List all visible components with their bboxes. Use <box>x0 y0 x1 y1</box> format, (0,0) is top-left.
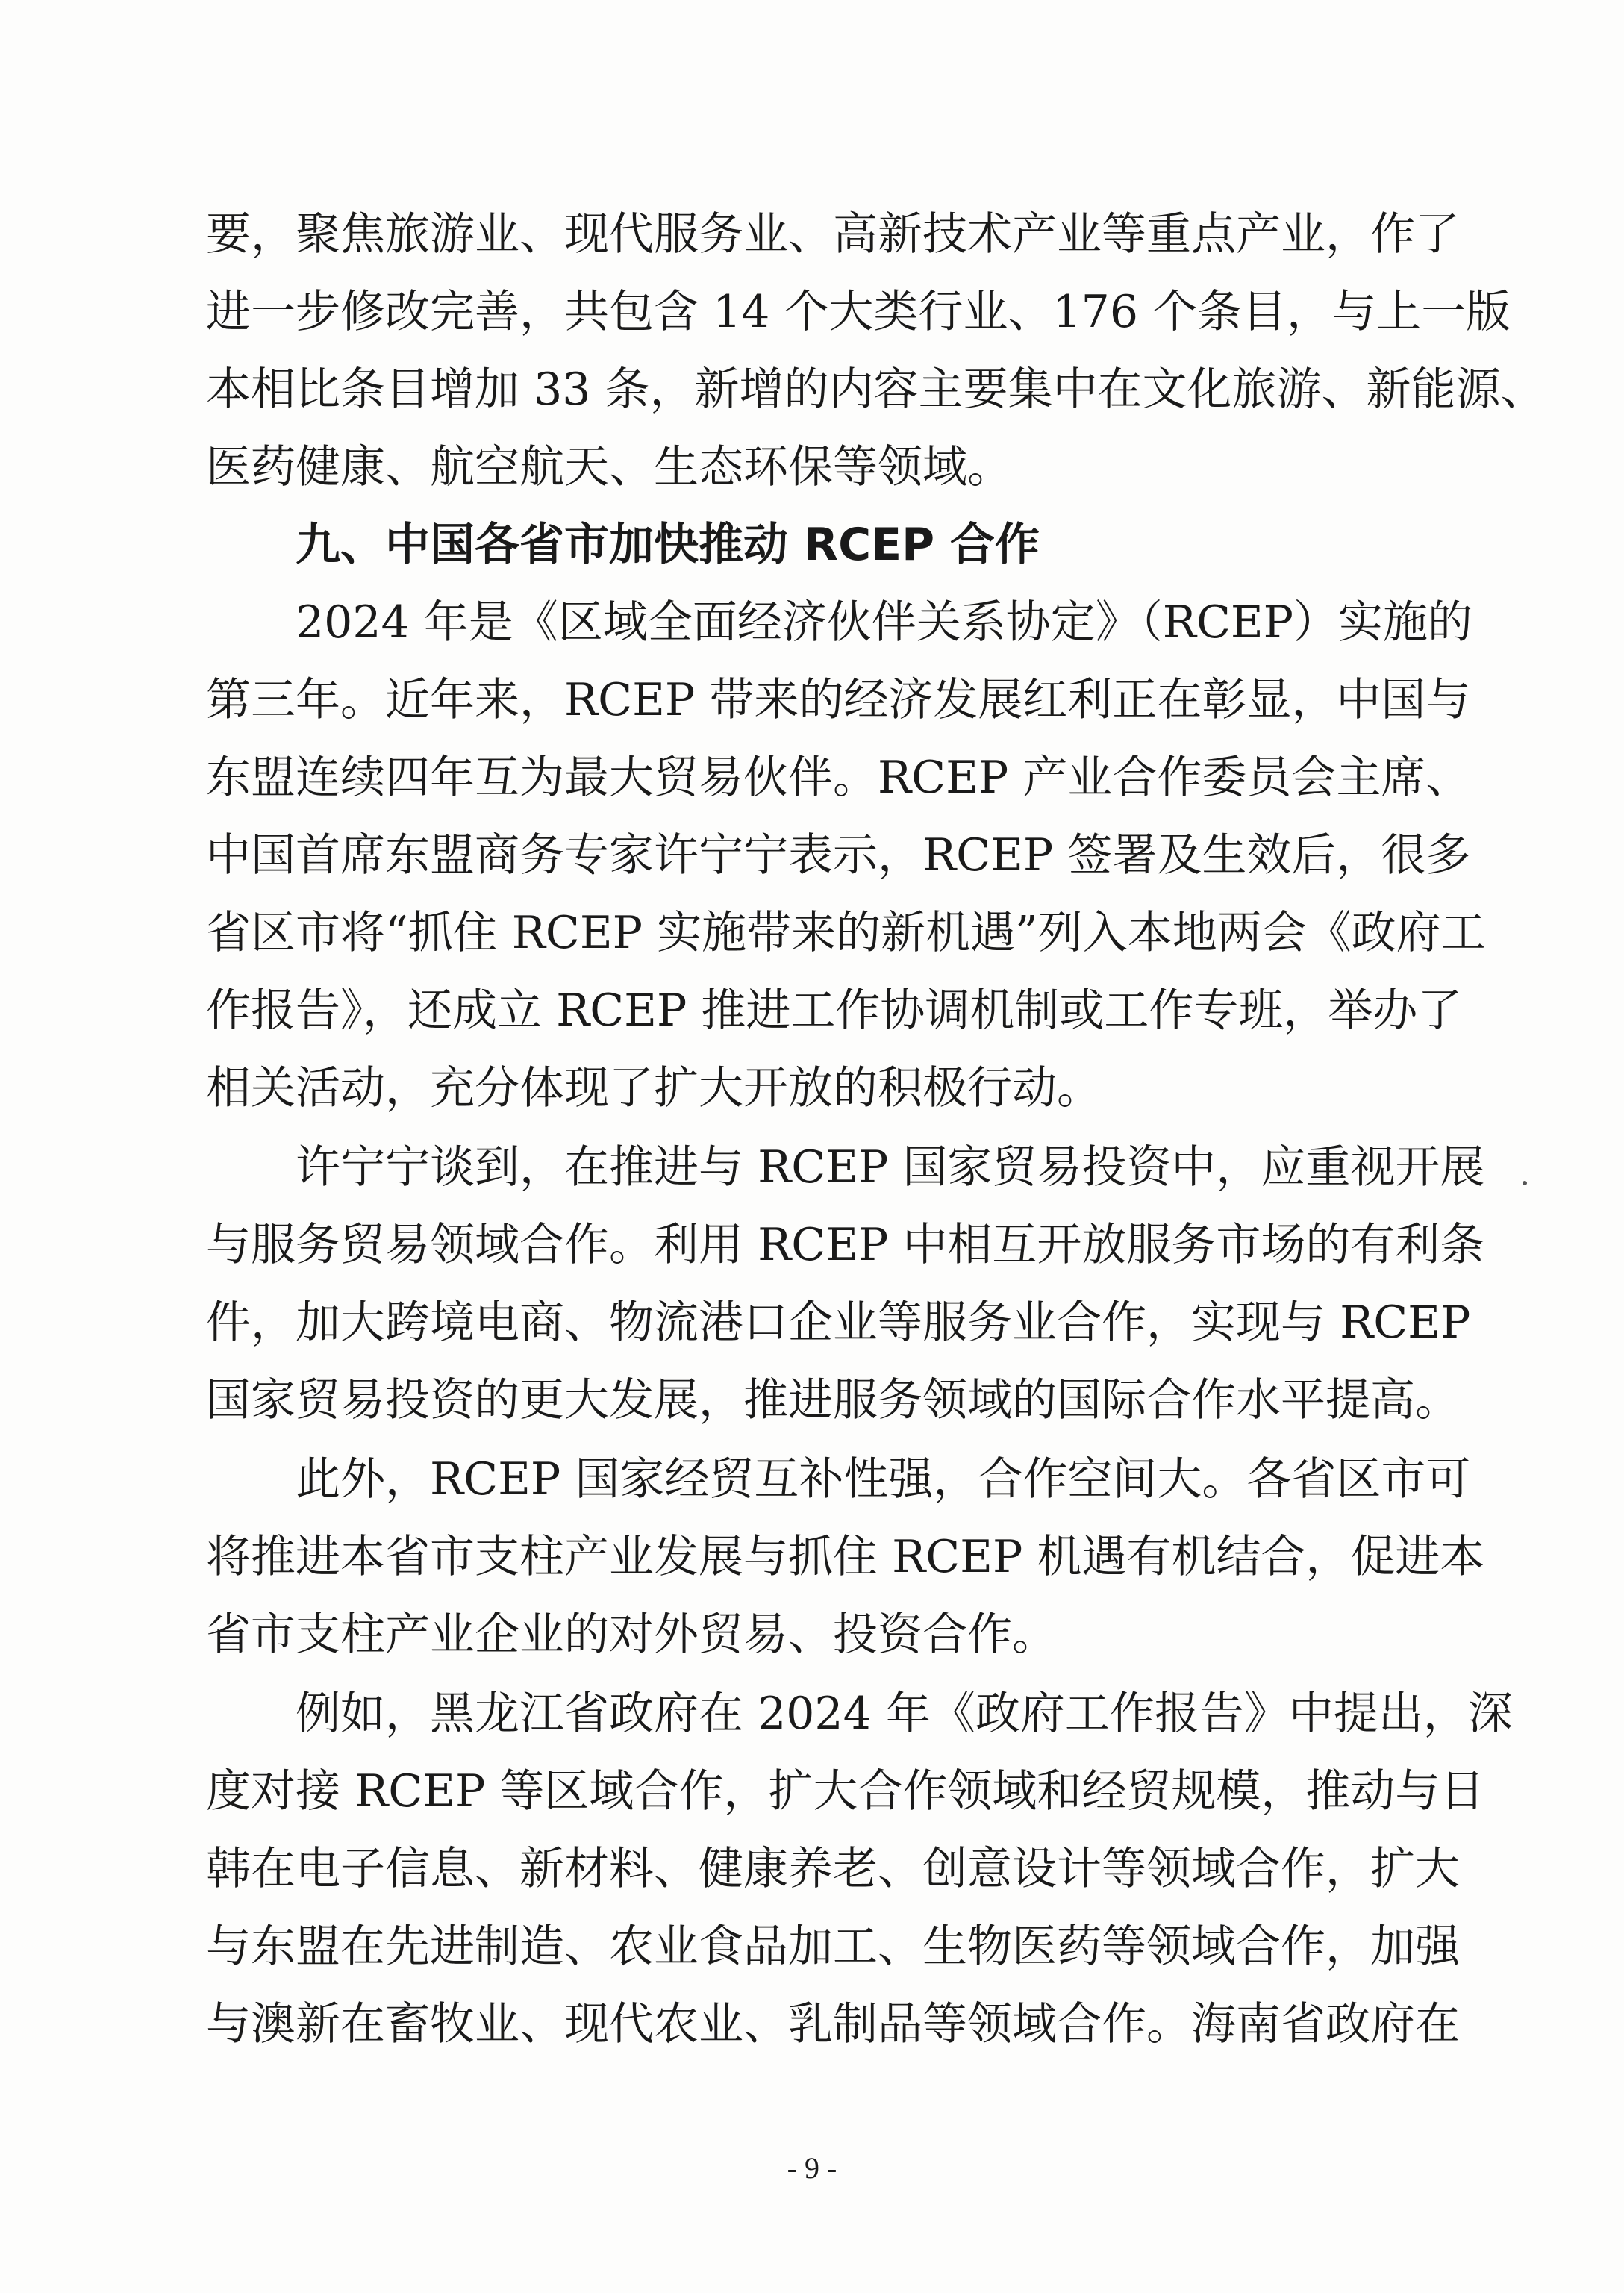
paragraph-1-line-2: 进一步修改完善，共包含 14 个大类行业、176 个条目，与上一版 <box>206 286 1511 338</box>
paragraph-5-line-5: 与澳新在畜牧业、现代农业、乳制品等领域合作。海南省政府在 <box>206 1998 1460 2050</box>
paragraph-2-line-4: 中国首席东盟商务专家许宁宁表示，RCEP 签署及生效后，很多 <box>206 829 1471 882</box>
paragraph-5-line-1: 例如，黑龙江省政府在 2024 年《政府工作报告》中提出，深 <box>296 1688 1513 1740</box>
paragraph-5-line-3: 韩在电子信息、新材料、健康养老、创意设计等领域合作，扩大 <box>206 1843 1460 1895</box>
paragraph-2-line-6: 作报告》，还成立 RCEP 推进工作协调机制或工作专班，举办了 <box>206 985 1463 1037</box>
page-number: - 9 - <box>787 2151 837 2185</box>
paragraph-2-line-2: 第三年。近年来，RCEP 带来的经济发展红利正在彰显，中国与 <box>206 674 1471 726</box>
paragraph-1-line-3: 本相比条目增加 33 条，新增的内容主要集中在文化旅游、新能源、 <box>206 364 1546 416</box>
paragraph-4-line-2: 将推进本省市支柱产业发展与抓住 RCEP 机遇有机结合，促进本 <box>206 1531 1485 1583</box>
paragraph-5-line-2: 度对接 RCEP 等区域合作，扩大合作领域和经贸规模，推动与日 <box>206 1765 1485 1818</box>
paragraph-1-line-4: 医药健康、航空航天、生态环保等领域。 <box>206 441 1012 493</box>
paragraph-1-line-1: 要，聚焦旅游业、现代服务业、高新技术产业等重点产业，作了 <box>206 208 1460 261</box>
paragraph-3-line-3: 件，加大跨境电商、物流港口企业等服务业合作，实现与 RCEP <box>206 1297 1471 1349</box>
paragraph-2-line-5: 省区市将“抓住 RCEP 实施带来的新机遇”列入本地两会《政府工 <box>206 907 1486 959</box>
paragraph-3-line-1: 许宁宁谈到，在推进与 RCEP 国家贸易投资中，应重视开展 <box>296 1141 1485 1194</box>
paragraph-3-line-4: 国家贸易投资的更大发展，推进服务领域的国际合作水平提高。 <box>206 1374 1460 1426</box>
section-heading: 九、中国各省市加快推动 RCEP 合作 <box>296 519 1040 571</box>
paragraph-4-line-3: 省市支柱产业企业的对外贸易、投资合作。 <box>206 1609 1057 1661</box>
paragraph-2-line-7: 相关活动，充分体现了扩大开放的积极行动。 <box>206 1062 1102 1114</box>
scan-speck <box>1522 1181 1527 1185</box>
paragraph-3-line-2: 与服务贸易领域合作。利用 RCEP 中相互开放服务市场的有利条 <box>206 1219 1485 1271</box>
paragraph-5-line-4: 与东盟在先进制造、农业食品加工、生物医药等领域合作，加强 <box>206 1921 1460 1973</box>
paragraph-2-line-1: 2024 年是《区域全面经济伙伴关系协定》（RCEP）实施的 <box>296 596 1473 649</box>
paragraph-2-line-3: 东盟连续四年互为最大贸易伙伴。RCEP 产业合作委员会主席、 <box>206 752 1471 804</box>
paragraph-4-line-1: 此外，RCEP 国家经贸互补性强，合作空间大。各省区市可 <box>296 1453 1471 1506</box>
